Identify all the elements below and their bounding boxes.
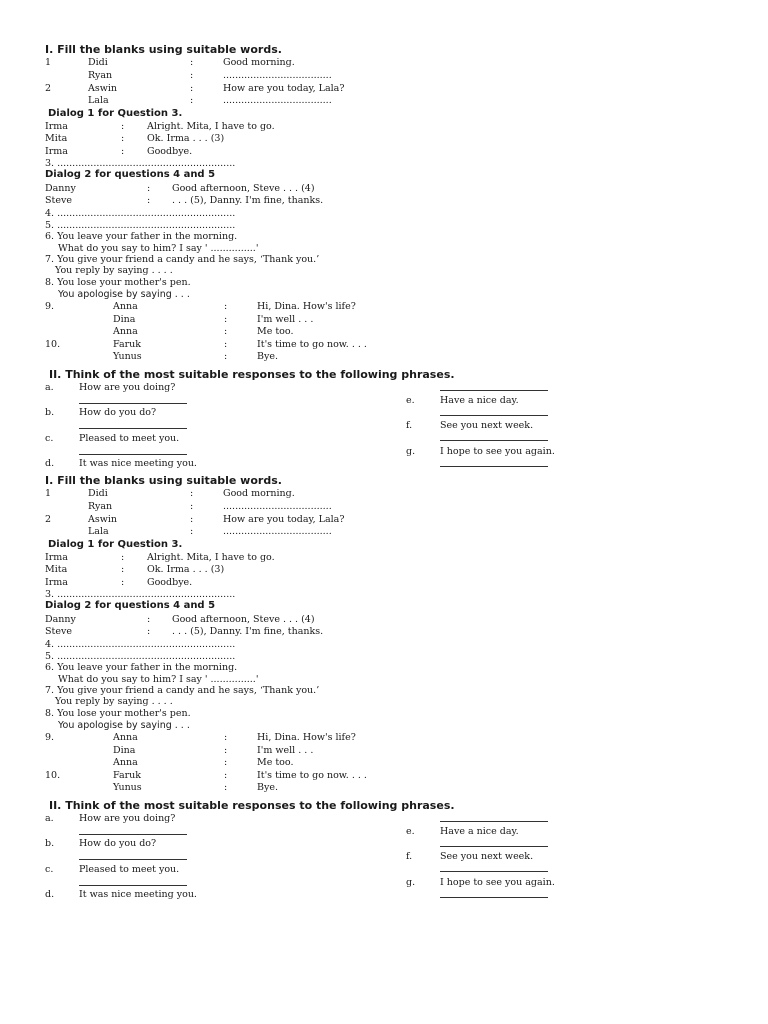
question-text: You reply by saying . . . . [55, 696, 173, 707]
response-line[interactable] [440, 871, 548, 872]
dialog-speaker: Irma [45, 552, 68, 563]
response-line[interactable] [440, 390, 548, 391]
response-line[interactable] [79, 885, 187, 886]
dialog-line: Bye. [257, 351, 278, 362]
response-line[interactable] [440, 440, 548, 441]
item-letter: a. [45, 382, 54, 393]
dialog-colon: : [190, 488, 194, 499]
dialog-colon: : [147, 626, 151, 637]
dialog-colon: : [190, 70, 194, 81]
dialog-line: Alright. Mita, I have to go. [147, 121, 275, 132]
dialog-colon: : [224, 770, 228, 781]
dialog-speaker: Irma [45, 146, 68, 157]
dialog-line: Bye. [257, 782, 278, 793]
dialog-colon: : [224, 301, 228, 312]
dialog-line: Good morning. [223, 488, 295, 499]
question-text: You apologise by saying . . . [58, 720, 190, 731]
question-text: You apologise by saying . . . [58, 289, 190, 300]
dialog-colon: : [224, 351, 228, 362]
item-phrase: Have a nice day. [440, 826, 519, 837]
item-phrase: See you next week. [440, 420, 534, 431]
item-letter: g. [406, 877, 416, 888]
answer-blank: 3. ........................................................... [45, 589, 236, 600]
dialog-line: Ok. Irma . . . (3) [147, 133, 225, 144]
dialog-colon: : [121, 146, 125, 157]
question-text: What do you say to him? I say ' ...............' [58, 674, 259, 685]
dialog-colon: : [121, 121, 125, 132]
item-phrase: How are you doing? [79, 382, 176, 393]
item-letter: d. [45, 458, 55, 469]
dialog-line: . . . (5), Danny. I'm fine, thanks. [172, 195, 324, 206]
answer-blank: 3. ........................................................... [45, 158, 236, 169]
dialog-speaker: Dina [113, 745, 136, 756]
dialog-speaker: Anna [113, 301, 138, 312]
answer-blank: .................................... [223, 526, 332, 537]
answer-blank: 4. ........................................................... [45, 639, 236, 650]
dialog-line: Goodbye. [147, 577, 193, 588]
answer-blank: 4. ........................................................... [45, 208, 236, 219]
question-number: 10. [45, 770, 61, 781]
answer-blank: .................................... [223, 70, 332, 81]
dialog-line: Goodbye. [147, 146, 193, 157]
response-line[interactable] [79, 859, 187, 860]
dialog-speaker: Lala [88, 526, 109, 537]
item-letter: b. [45, 407, 55, 418]
item-phrase: Pleased to meet you. [79, 433, 180, 444]
response-line[interactable] [79, 428, 187, 429]
response-line[interactable] [79, 834, 187, 835]
dialog-title: Dialog 1 for Question 3. [48, 108, 183, 119]
dialog-speaker: Yunus [113, 351, 142, 362]
question-text: 8. You lose your mother's pen. [45, 708, 191, 719]
dialog-line: It's time to go now. . . . [257, 770, 367, 781]
dialog-title: Dialog 2 for questions 4 and 5 [45, 169, 216, 180]
item-phrase: I hope to see you again. [440, 446, 555, 457]
dialog-line: Good afternoon, Steve . . . (4) [172, 183, 315, 194]
item-phrase: It was nice meeting you. [79, 458, 197, 469]
question-number: 1 [45, 57, 52, 68]
dialog-speaker: Danny [45, 183, 76, 194]
response-line[interactable] [440, 846, 548, 847]
dialog-line: Alright. Mita, I have to go. [147, 552, 275, 563]
item-letter: e. [406, 395, 415, 406]
dialog-colon: : [190, 526, 194, 537]
section-heading: I. Fill the blanks using suitable words. [45, 43, 282, 56]
dialog-colon: : [190, 501, 194, 512]
dialog-speaker: Faruk [113, 770, 142, 781]
dialog-line: How are you today, Lala? [223, 514, 345, 525]
dialog-colon: : [121, 552, 125, 563]
dialog-speaker: Anna [113, 757, 138, 768]
section-heading: II. Think of the most suitable responses to the following phrases. [49, 799, 455, 812]
item-letter: a. [45, 813, 54, 824]
dialog-line: Good afternoon, Steve . . . (4) [172, 614, 315, 625]
dialog-title: Dialog 1 for Question 3. [48, 539, 183, 550]
response-line[interactable] [79, 403, 187, 404]
question-text: 7. You give your friend a candy and he says, ‘Thank you.’ [45, 685, 320, 696]
question-text: 6. You leave your father in the morning. [45, 231, 238, 242]
dialog-colon: : [224, 339, 228, 350]
dialog-speaker: Mita [45, 133, 68, 144]
dialog-colon: : [121, 577, 125, 588]
item-phrase: How do you do? [79, 838, 157, 849]
answer-blank: .................................... [223, 95, 332, 106]
question-number: 2 [45, 83, 52, 94]
dialog-speaker: Faruk [113, 339, 142, 350]
dialog-line: Me too. [257, 757, 294, 768]
item-letter: f. [406, 420, 413, 431]
dialog-speaker: Ryan [88, 70, 113, 81]
dialog-speaker: Steve [45, 195, 72, 206]
response-line[interactable] [440, 897, 548, 898]
response-line[interactable] [440, 466, 548, 467]
dialog-colon: : [121, 564, 125, 575]
answer-blank: 5. ........................................................... [45, 220, 236, 231]
dialog-speaker: Irma [45, 121, 68, 132]
dialog-speaker: Irma [45, 577, 68, 588]
dialog-line: It's time to go now. . . . [257, 339, 367, 350]
dialog-speaker: Mita [45, 564, 68, 575]
dialog-colon: : [224, 757, 228, 768]
dialog-line: Good morning. [223, 57, 295, 68]
response-line[interactable] [79, 454, 187, 455]
dialog-colon: : [224, 326, 228, 337]
dialog-speaker: Steve [45, 626, 72, 637]
dialog-colon: : [224, 314, 228, 325]
item-phrase: How are you doing? [79, 813, 176, 824]
dialog-colon: : [224, 732, 228, 743]
item-letter: g. [406, 446, 416, 457]
item-phrase: It was nice meeting you. [79, 889, 197, 900]
dialog-speaker: Yunus [113, 782, 142, 793]
dialog-colon: : [224, 782, 228, 793]
dialog-line: I'm well . . . [257, 745, 314, 756]
answer-blank: .................................... [223, 501, 332, 512]
dialog-colon: : [147, 183, 151, 194]
section-heading: I. Fill the blanks using suitable words. [45, 474, 282, 487]
item-letter: b. [45, 838, 55, 849]
dialog-colon: : [190, 83, 194, 94]
question-number: 10. [45, 339, 61, 350]
question-number: 9. [45, 301, 55, 312]
dialog-colon: : [190, 95, 194, 106]
dialog-speaker: Didi [88, 488, 108, 499]
dialog-colon: : [190, 514, 194, 525]
dialog-colon: : [147, 195, 151, 206]
item-phrase: I hope to see you again. [440, 877, 555, 888]
question-number: 9. [45, 732, 55, 743]
answer-blank: 5. ........................................................... [45, 651, 236, 662]
dialog-line: Ok. Irma . . . (3) [147, 564, 225, 575]
dialog-line: How are you today, Lala? [223, 83, 345, 94]
question-text: You reply by saying . . . . [55, 265, 173, 276]
dialog-colon: : [121, 133, 125, 144]
item-letter: f. [406, 851, 413, 862]
dialog-speaker: Lala [88, 95, 109, 106]
dialog-speaker: Danny [45, 614, 76, 625]
question-number: 1 [45, 488, 52, 499]
dialog-speaker: Anna [113, 732, 138, 743]
item-phrase: Pleased to meet you. [79, 864, 180, 875]
dialog-line: Hi, Dina. How's life? [257, 732, 356, 743]
dialog-speaker: Dina [113, 314, 136, 325]
dialog-line: I'm well . . . [257, 314, 314, 325]
dialog-line: Me too. [257, 326, 294, 337]
dialog-speaker: Didi [88, 57, 108, 68]
item-letter: e. [406, 826, 415, 837]
section-heading: II. Think of the most suitable responses to the following phrases. [49, 368, 455, 381]
item-phrase: See you next week. [440, 851, 534, 862]
dialog-line: . . . (5), Danny. I'm fine, thanks. [172, 626, 324, 637]
dialog-speaker: Anna [113, 326, 138, 337]
dialog-speaker: Aswin [88, 83, 118, 94]
question-number: 2 [45, 514, 52, 525]
dialog-colon: : [147, 614, 151, 625]
item-letter: c. [45, 433, 54, 444]
dialog-speaker: Aswin [88, 514, 118, 525]
item-phrase: Have a nice day. [440, 395, 519, 406]
dialog-colon: : [224, 745, 228, 756]
question-text: 8. You lose your mother's pen. [45, 277, 191, 288]
question-text: What do you say to him? I say ' ...............' [58, 243, 259, 254]
dialog-speaker: Ryan [88, 501, 113, 512]
response-line[interactable] [440, 415, 548, 416]
question-text: 6. You leave your father in the morning. [45, 662, 238, 673]
response-line[interactable] [440, 821, 548, 822]
dialog-colon: : [190, 57, 194, 68]
dialog-title: Dialog 2 for questions 4 and 5 [45, 600, 216, 611]
item-phrase: How do you do? [79, 407, 157, 418]
item-letter: c. [45, 864, 54, 875]
dialog-line: Hi, Dina. How's life? [257, 301, 356, 312]
item-letter: d. [45, 889, 55, 900]
question-text: 7. You give your friend a candy and he says, ‘Thank you.’ [45, 254, 320, 265]
